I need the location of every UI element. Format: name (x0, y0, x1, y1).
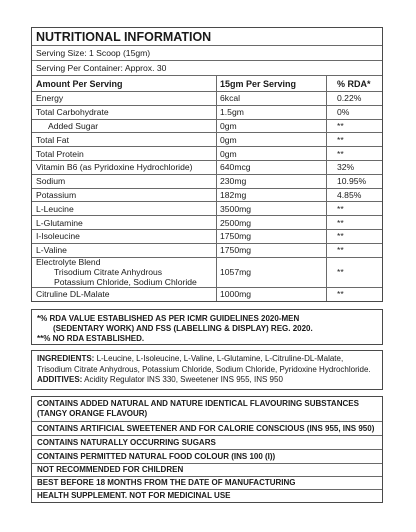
nutrient-value: 3500mg (216, 202, 326, 215)
ingredients-text: L-Leucine, L-Isoleucine, L-Valine, L-Glutamine, L-Citruline-DL-Malate, Trisodium Citrate Anhydrous, Potassium Chloride, Sodium Chloride, Pyridoxine Hydrochloride. (37, 354, 371, 374)
blend-rda: ** (326, 258, 382, 287)
nutrient-rda: ** (326, 120, 382, 133)
statement-colour: CONTAINS PERMITTED NATURAL FOOD COLOUR (INS 100 (I)) (32, 450, 382, 464)
nutrient-rda: ** (326, 244, 382, 257)
nutrient-rda: ** (326, 202, 382, 215)
header-per-serving: 15gm Per Serving (216, 76, 326, 91)
nutrient-name: Total Fat (36, 134, 69, 145)
header-rda: % RDA* (326, 76, 382, 91)
nutrient-name: Total Protein (36, 148, 84, 159)
electrolyte-blend-row (32, 258, 382, 288)
statement-health-supplement: HEALTH SUPPLEMENT. NOT FOR MEDICINAL USE (37, 491, 231, 500)
nutrition-title: NUTRITIONAL INFORMATION (36, 29, 212, 44)
nutrient-name: I-Isoleucine (36, 231, 80, 242)
statement-children: NOT RECOMMENDED FOR CHILDREN (32, 464, 382, 477)
nutrient-name: Energy (36, 93, 64, 104)
nutrition-title-row (32, 28, 382, 46)
citrulline-row (32, 288, 382, 301)
statement-best-before: BEST BEFORE 18 MONTHS FROM THE DATE OF MANUFACTURING (32, 477, 382, 490)
nutrient-value: 0gm (216, 147, 326, 160)
nutrient-name: Potassium (36, 189, 77, 200)
header-amount: Amount Per Serving (36, 78, 123, 89)
nutrient-value: 0gm (216, 133, 326, 146)
ingredients-box (31, 350, 383, 390)
nutrient-name: Citruline DL-Malate (36, 289, 110, 300)
nutrient-rda: 4.85% (326, 189, 382, 202)
statement-flavouring (32, 397, 382, 422)
nutrient-rda: 0.22% (326, 92, 382, 105)
nutrient-name: L-Glutamine (36, 217, 83, 228)
nutrient-name: Sodium (36, 176, 66, 187)
nutrient-rda: ** (326, 216, 382, 229)
table-row (32, 106, 382, 120)
blend-value: 1057mg (216, 258, 326, 287)
blend-name-cell (36, 258, 212, 287)
serving-size: Serving Size: 1 Scoop (15gm) (36, 48, 151, 58)
table-row (32, 244, 382, 258)
blend-name: Electrolyte Blend (36, 257, 101, 268)
nutrient-name: L-Valine (36, 245, 67, 256)
table-header-row (32, 76, 382, 92)
nutrient-value: 6kcal (216, 92, 326, 105)
nutrient-name: L-Leucine (36, 203, 74, 214)
servings-per-container: Serving Per Container: Approx. 30 (36, 63, 167, 73)
statement-sweetener: CONTAINS ARTIFICIAL SWEETENER AND FOR CALORIE CONSCIOUS (INS 955, INS 950) (32, 422, 382, 436)
note-line-1: *% RDA VALUE ESTABLISHED AS PER ICMR GUIDELINES 2020-MEN (37, 314, 300, 323)
nutrient-rda: ** (326, 147, 382, 160)
nutrient-name: Total Carbohydrate (36, 107, 109, 118)
additives-text: Acidity Regulator INS 330, Sweetener INS 955, INS 950 (82, 375, 283, 384)
nutrient-value: 1000mg (216, 288, 326, 301)
nutrition-table (31, 27, 383, 302)
serving-size-row (32, 46, 382, 61)
statement-flavouring-line-1: CONTAINS ADDED NATURAL AND NATURE IDENTICAL FLAVOURING SUBSTANCES (37, 399, 359, 408)
nutrient-value: 1750mg (216, 230, 326, 243)
servings-per-container-row (32, 61, 382, 76)
blend-line-1: Trisodium Citrate Anhydrous (54, 267, 163, 278)
additives-paragraph (37, 375, 377, 386)
nutrient-rda: ** (326, 133, 382, 146)
table-row (32, 175, 382, 189)
nutrient-value: 230mg (216, 175, 326, 188)
note-line-2: (SEDENTARY WORK) AND FSS (LABELLING & DISPLAY) REG. 2020. (53, 324, 313, 333)
rda-notes (31, 309, 383, 345)
table-row (32, 230, 382, 244)
ingredients-paragraph (37, 354, 377, 375)
nutrient-rda: 32% (326, 161, 382, 174)
note-line-3: **% NO RDA ESTABLISHED. (37, 334, 145, 343)
additives-label: ADDITIVES: (37, 375, 83, 384)
nutrient-value: 640mcg (216, 161, 326, 174)
nutrient-value: 1750mg (216, 244, 326, 257)
nutrient-rda: ** (326, 288, 382, 301)
table-row (32, 216, 382, 230)
nutrient-value: 2500mg (216, 216, 326, 229)
table-row (32, 161, 382, 175)
ingredients-label: INGREDIENTS: (37, 354, 95, 363)
statements-box (31, 396, 383, 503)
nutrient-rda: 0% (326, 106, 382, 119)
nutrient-value: 182mg (216, 189, 326, 202)
table-row (32, 189, 382, 203)
table-row (32, 202, 382, 216)
table-row (32, 133, 382, 147)
table-row (32, 92, 382, 106)
statement-sugars: CONTAINS NATURALLY OCCURRING SUGARS (32, 436, 382, 450)
blend-line-2: Potassium Chloride, Sodium Chloride (54, 277, 197, 288)
nutrient-name: Vitamin B6 (as Pyridoxine Hydrochloride) (36, 162, 193, 173)
table-row (32, 120, 382, 134)
nutrient-name: Added Sugar (48, 120, 99, 131)
table-row (32, 147, 382, 161)
nutrient-value: 1.5gm (216, 106, 326, 119)
nutrient-rda: 10.95% (326, 175, 382, 188)
nutrient-value: 0gm (216, 120, 326, 133)
statement-flavouring-line-2: (TANGY ORANGE FLAVOUR) (37, 409, 148, 418)
nutrient-rda: ** (326, 230, 382, 243)
